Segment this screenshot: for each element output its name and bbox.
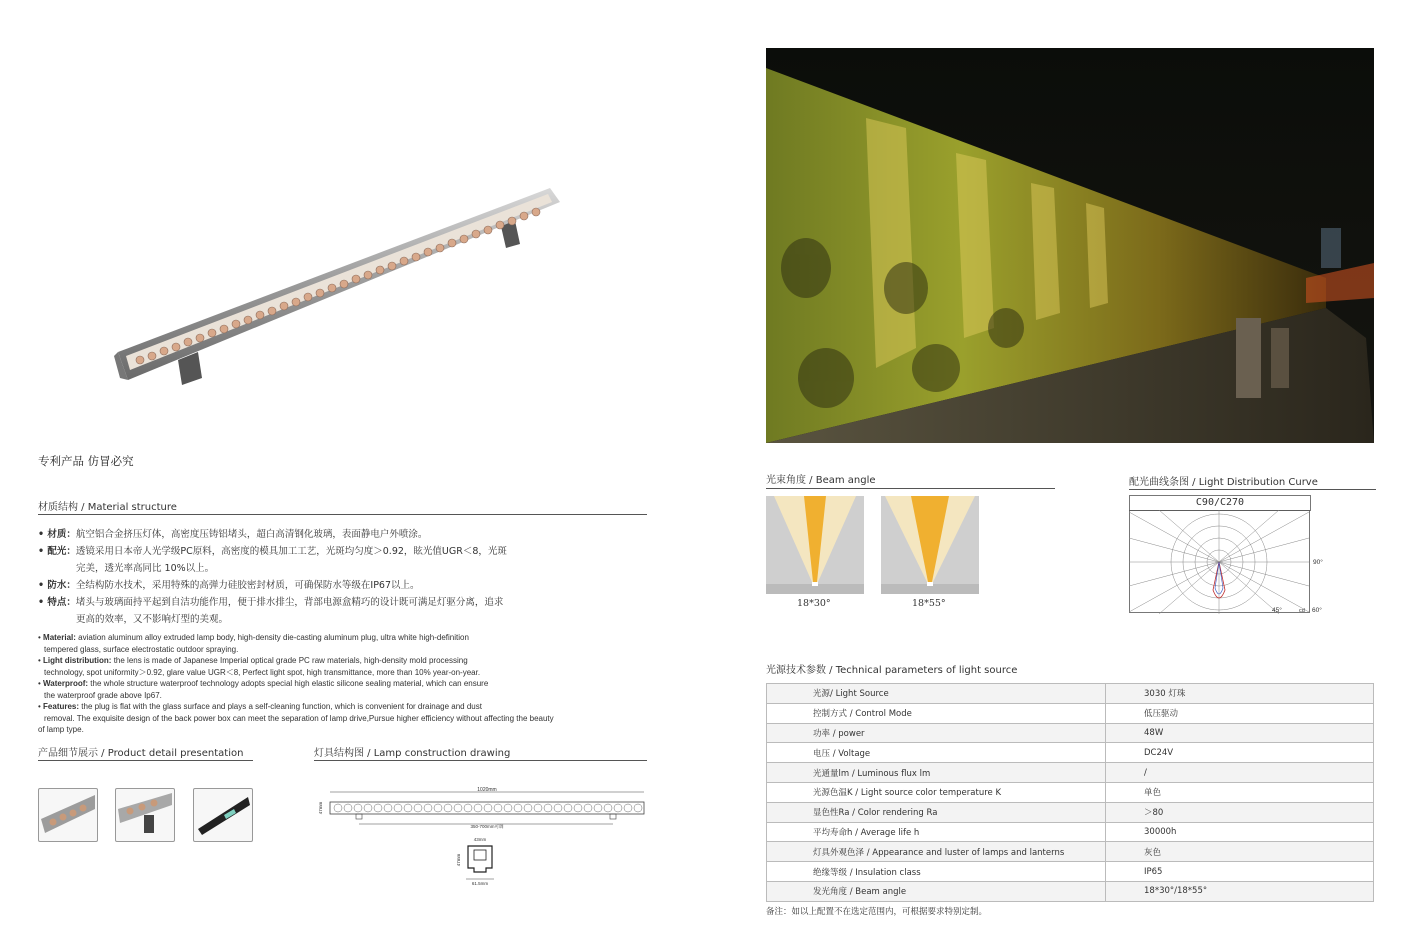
list-item: • 防水：全结构防水技术，采用特殊的高弹力硅胶密封材质，可确保防水等级在IP67以上。 bbox=[38, 580, 420, 591]
detail-thumb-1 bbox=[38, 788, 98, 842]
dim-length: 1020mm bbox=[477, 787, 497, 793]
dim-bracket: 350-700mm可调 bbox=[470, 824, 504, 829]
dim-width-top: 43mm bbox=[473, 837, 487, 842]
spec-title: 光源技术参数 / Technical parameters of light source bbox=[766, 665, 1018, 676]
table-row: 控制方式 / Control Mode 低压驱动 bbox=[767, 703, 1374, 723]
en-feature-list bbox=[38, 632, 558, 736]
curve-header: C90/C270 bbox=[1129, 495, 1311, 511]
table-row: 显色性Ra / Color rendering Ra ＞80 bbox=[767, 802, 1374, 822]
list-item: • 特点：堵头与玻璃面持平起到自洁功能作用，便于排水排尘，背部电源盒精巧的设计既可满足灯驱分离，追求 更高的效率，又不影响灯型的美观。 bbox=[38, 597, 504, 625]
slogan: 专利产品 仿冒必究 bbox=[38, 454, 134, 468]
label-90: 90° bbox=[1313, 559, 1323, 566]
table-row: 光源/ Light Source 3030 灯珠 bbox=[767, 684, 1374, 704]
dim-width-bottom: 61.5mm bbox=[471, 881, 489, 886]
list-item: • Light distribution: the lens is made of Japanese Imperial optical grade PC raw materials, high-density mold processing technology, spot uniformity＞0.92, glare value UGR＜8, Perfect light spot, high transmittance, more than 10% year-on-year. bbox=[38, 656, 481, 677]
list-item: • 材质：航空铝合金挤压灯体，高密度压铸铝堵头，超白高清钢化玻璃，表面静电户外喷涂。 bbox=[38, 529, 428, 540]
detail-thumb-2 bbox=[115, 788, 175, 842]
beam-image-2 bbox=[881, 496, 979, 594]
divider bbox=[314, 760, 647, 761]
note: 备注：如以上配置不在选定范围内，可根据要求特别定制。 bbox=[766, 907, 988, 917]
table-row: 电压 / Voltage DC24V bbox=[767, 743, 1374, 763]
cn-feature-list bbox=[38, 526, 638, 628]
detail-title: 产品细节展示 / Product detail presentation bbox=[38, 748, 244, 759]
dim-height-side: 47mm bbox=[456, 853, 461, 867]
table-row: 光源色温K / Light source color temperature K 单色 bbox=[767, 782, 1374, 802]
table-row: 光通量lm / Luminous flux lm / bbox=[767, 763, 1374, 783]
label-60: 60° bbox=[1312, 607, 1322, 614]
product-image bbox=[110, 180, 570, 395]
list-item: • Material: aviation aluminum alloy extruded lamp body, high-density die-casting aluminum plug, ultra white high-definition tempered glass, surface electrostatic outdoor spraying. bbox=[38, 633, 469, 654]
divider bbox=[38, 514, 647, 515]
table-row: 发光角度 / Beam angle 18*30°/18*55° bbox=[767, 881, 1374, 901]
label-45: 45° bbox=[1272, 607, 1282, 614]
divider bbox=[1129, 489, 1376, 490]
list-item: • Features: the plug is flat with the glass surface and plays a self-cleaning function, which is convenient for drainage and dust removal. The exquisite design of the back power box can meet the separation of lamp drive,Pursue higher efficiency without affecting the beauty of lamp type. bbox=[38, 702, 554, 734]
beam-image-1 bbox=[766, 496, 864, 594]
label-cd: cd bbox=[1299, 608, 1305, 614]
table-row: 功率 / power 48W bbox=[767, 723, 1374, 743]
polar-chart bbox=[1129, 510, 1329, 614]
list-item: • 配光：透镜采用日本帝人光学级PC原料，高密度的模具加工工艺，光斑均匀度＞0.92，眩光值UGR＜8，光斑 完美，透光率高同比 10%以上。 bbox=[38, 546, 507, 574]
table-row: 灯具外观色泽 / Appearance and luster of lamps and lanterns 灰色 bbox=[767, 842, 1374, 862]
divider bbox=[766, 488, 1055, 489]
distribution-curve-title: 配光曲线条图 / Light Distribution Curve bbox=[1129, 477, 1318, 488]
dim-height: 47mm bbox=[318, 801, 323, 815]
beam-label-2: 18*55° bbox=[912, 598, 946, 609]
list-item: • Waterproof: the whole structure waterproof technology adopts special high elastic silicone sealing material, which can ensure the waterproof grade above Ip67. bbox=[38, 679, 489, 700]
beam-angle-title: 光束角度 / Beam angle bbox=[766, 475, 876, 486]
material-structure-title: 材质结构 / Material structure bbox=[38, 502, 177, 513]
divider bbox=[38, 760, 253, 761]
table-row: 绝缘等级 / Insulation class IP65 bbox=[767, 862, 1374, 882]
drawing-title: 灯具结构图 / Lamp construction drawing bbox=[314, 748, 511, 759]
detail-thumb-3 bbox=[193, 788, 253, 842]
table-row: 平均寿命h / Average life h 30000h bbox=[767, 822, 1374, 842]
spec-table bbox=[766, 683, 1374, 902]
beam-label-1: 18*30° bbox=[797, 598, 831, 609]
construction-drawing bbox=[312, 784, 652, 894]
application-photo bbox=[766, 48, 1374, 443]
